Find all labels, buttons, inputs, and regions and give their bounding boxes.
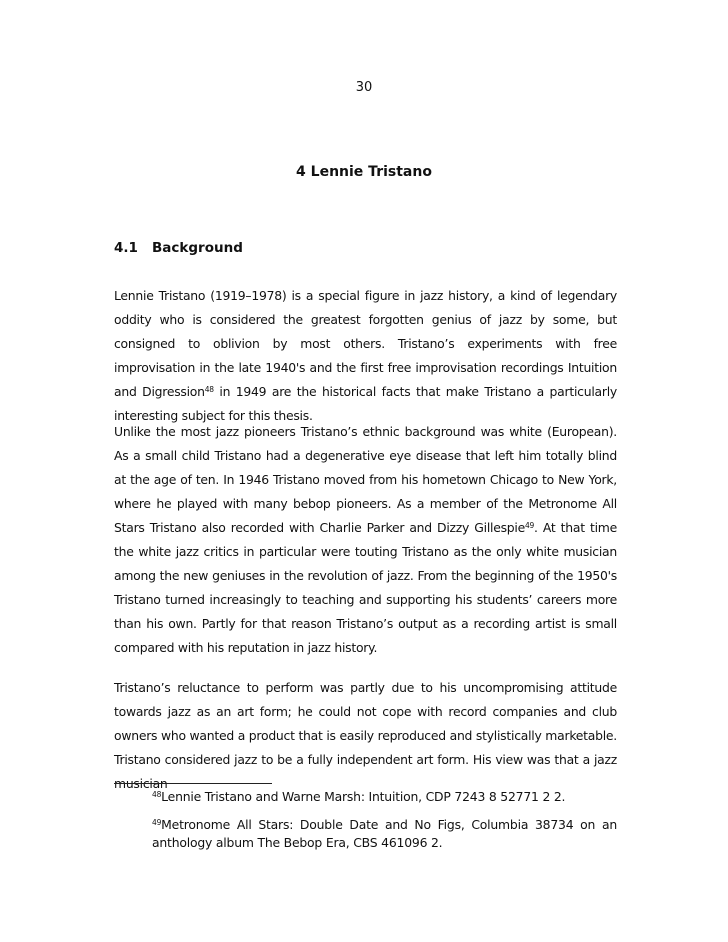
chapter-title: 4 Lennie Tristano — [296, 164, 432, 180]
footnote-48 — [152, 788, 617, 806]
footnote-mark: 49 — [152, 818, 162, 827]
section-title: Background — [152, 240, 243, 256]
page-number: 30 — [355, 80, 373, 95]
paragraph-text: Tristano’s reluctance to perform was partly due to his uncompromising attitude towards jazz as an art form; he could not cope with record companies and club owners who wanted a product that is easily reproduced and stylistically marketable. Tristano considered jazz to be a fully independent art form. His view was that a jazz musician — [114, 680, 617, 791]
footnote-ref-48: 48 — [204, 385, 214, 394]
paragraph-2 — [114, 420, 617, 660]
footnote-text: Metronome All Stars: Double Date and No Figs, Columbia 38734 on an anthology album The Bebop Era, CBS 461096 2. — [152, 817, 617, 850]
paragraph-3 — [114, 676, 617, 796]
paragraph-text: Unlike the most jazz pioneers Tristano’s ethnic background was white (European). As a small child Tristano had a degenerative eye disease that left him totally blind at the age of ten. In 1946 Tristano moved from his hometown Chicago to New York, where he played with many bebop pioneers. As a member of the Metronome All Stars Tristano also recorded with Charlie Parker and Dizzy Gillespie — [114, 424, 617, 535]
section-number: 4.1 — [114, 240, 138, 256]
footnote-ref-49: 49 — [524, 521, 535, 530]
footnote-mark: 48 — [152, 790, 162, 799]
paragraph-text-continued: . At that time the white jazz critics in particular were touting Tristano as the only white musician among the new geniuses in the revolution of jazz. From the beginning of the 1950's Tristano turned increasingly to teaching and supporting his students’ careers more than his own. Partly for that reason Tristano’s output as a recording artist is small compared with his reputation in jazz history. — [114, 520, 617, 655]
paragraph-text-continued: in 1949 are the historical facts that make Tristano a particularly interesting subject for this thesis. — [114, 384, 617, 423]
footnote-49 — [152, 816, 617, 852]
footnote-separator — [114, 783, 272, 784]
paragraph-1 — [114, 284, 617, 428]
paragraph-text: Lennie Tristano (1919–1978) is a special figure in jazz history, a kind of legendary oddity who is considered the greatest forgotten genius of jazz by some, but consigned to oblivion by most others. Tristano’s experiments with free improvisation in the late 1940's and the first free improvisation recordings Intuition and Digression — [114, 288, 617, 399]
section-heading — [114, 240, 243, 256]
footnote-text: Lennie Tristano and Warne Marsh: Intuition, CDP 7243 8 52771 2 2. — [161, 789, 566, 804]
